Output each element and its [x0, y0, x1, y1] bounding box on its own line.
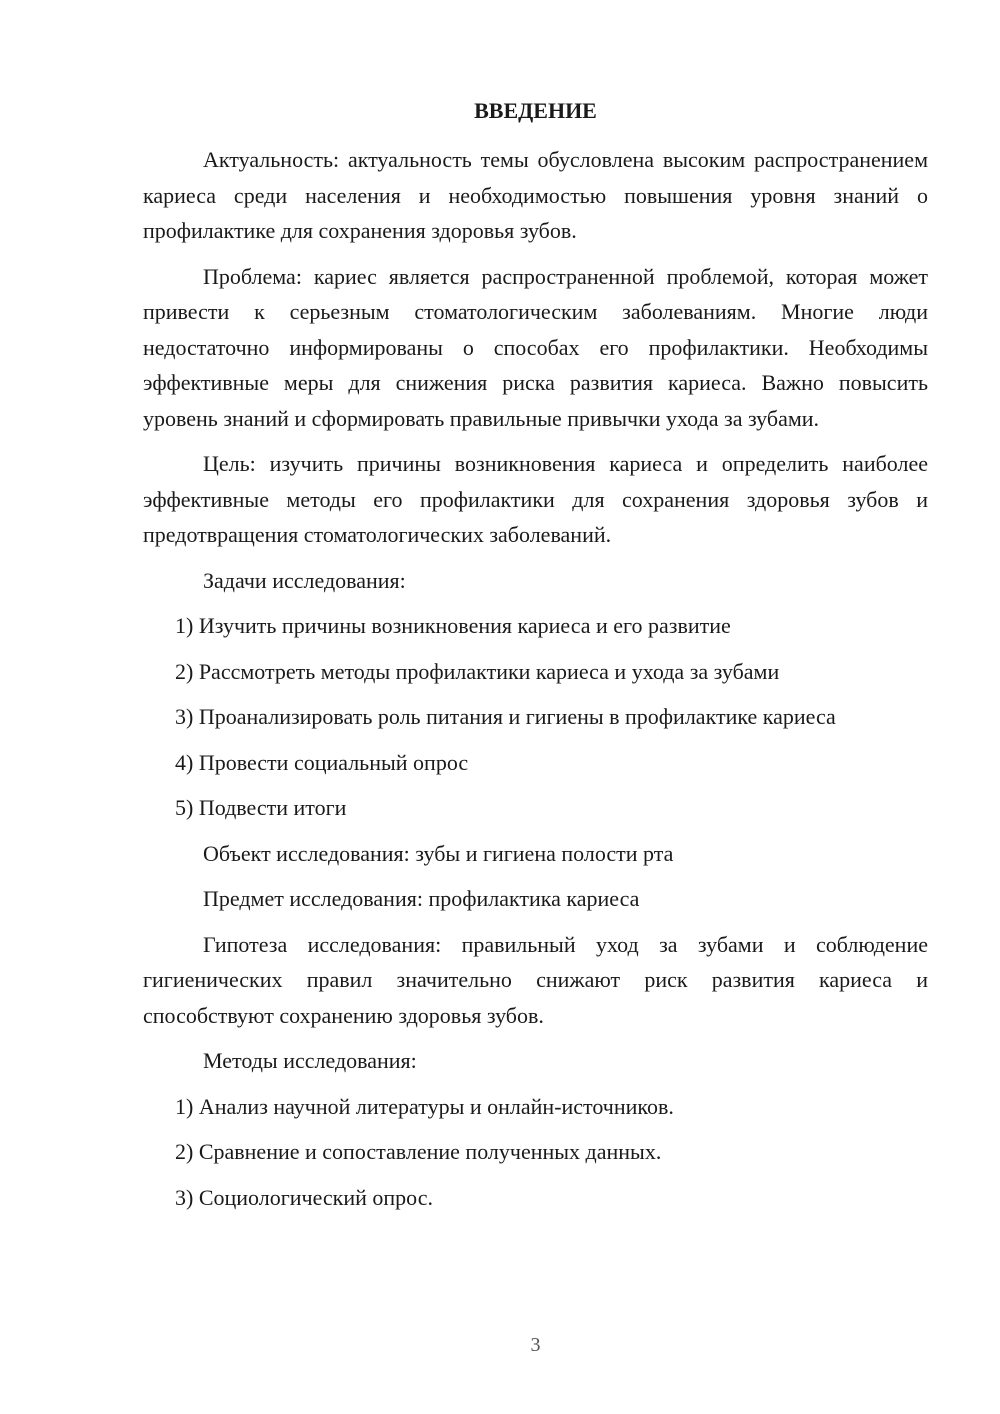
relevance-paragraph: Актуальность: актуальность темы обусловлена высоким распространением кариеса среди населения и необходимостью повышения уровня знаний о профилактике для сохранения здоровья зубов.: [143, 147, 928, 243]
task-item: 4) Провести социальный опрос: [175, 749, 469, 775]
task-item: 2) Рассмотреть методы профилактики кариеса и ухода за зубами: [175, 658, 780, 684]
goal-paragraph: Цель: изучить причины возникновения кариеса и определить наиболее эффективные методы его профилактики для сохранения здоровья зубов и предотвращения стоматологических заболеваний.: [143, 451, 928, 547]
methods-heading: Методы исследования:: [203, 1048, 417, 1073]
task-item: 3) Проанализировать роль питания и гигиены в профилактике кариеса: [175, 704, 836, 729]
problem-paragraph: Проблема: кариес является распространенной проблемой, которая может привести к серьезным стоматологическим заболеваниям. Многие люди недостаточно информированы о способах его профилактики. Необходимы эффективные меры для снижения риска развития кариеса. Важно повысить уровень знаний и сформировать правильные привычки ухода за зубами.: [143, 263, 928, 431]
method-item: 1) Анализ научной литературы и онлайн-источников.: [175, 1093, 674, 1119]
hypothesis-paragraph: Гипотеза исследования: правильный уход за зубами и соблюдение гигиенических правил значительно снижают риск развития кариеса и способствуют сохранению здоровья зубов.: [143, 931, 928, 1028]
methods-list: [143, 1089, 928, 1216]
task-item: 5) Подвести итоги: [175, 795, 347, 820]
object-line: Объект исследования: зубы и гигиена полости рта: [203, 840, 674, 866]
tasks-heading: Задачи исследования:: [203, 567, 406, 593]
method-item: 2) Сравнение и сопоставление полученных данных.: [175, 1139, 662, 1164]
subject-line: Предмет исследования: профилактика кариеса: [203, 886, 640, 911]
tasks-list: [143, 608, 928, 826]
document-body: [143, 142, 928, 1225]
task-item: 1) Изучить причины возникновения кариеса и его развитие: [175, 613, 731, 638]
method-item: 3) Социологический опрос.: [175, 1184, 433, 1210]
page-title: ВВЕДЕНИЕ: [474, 98, 597, 123]
page-number: 3: [530, 1334, 541, 1356]
